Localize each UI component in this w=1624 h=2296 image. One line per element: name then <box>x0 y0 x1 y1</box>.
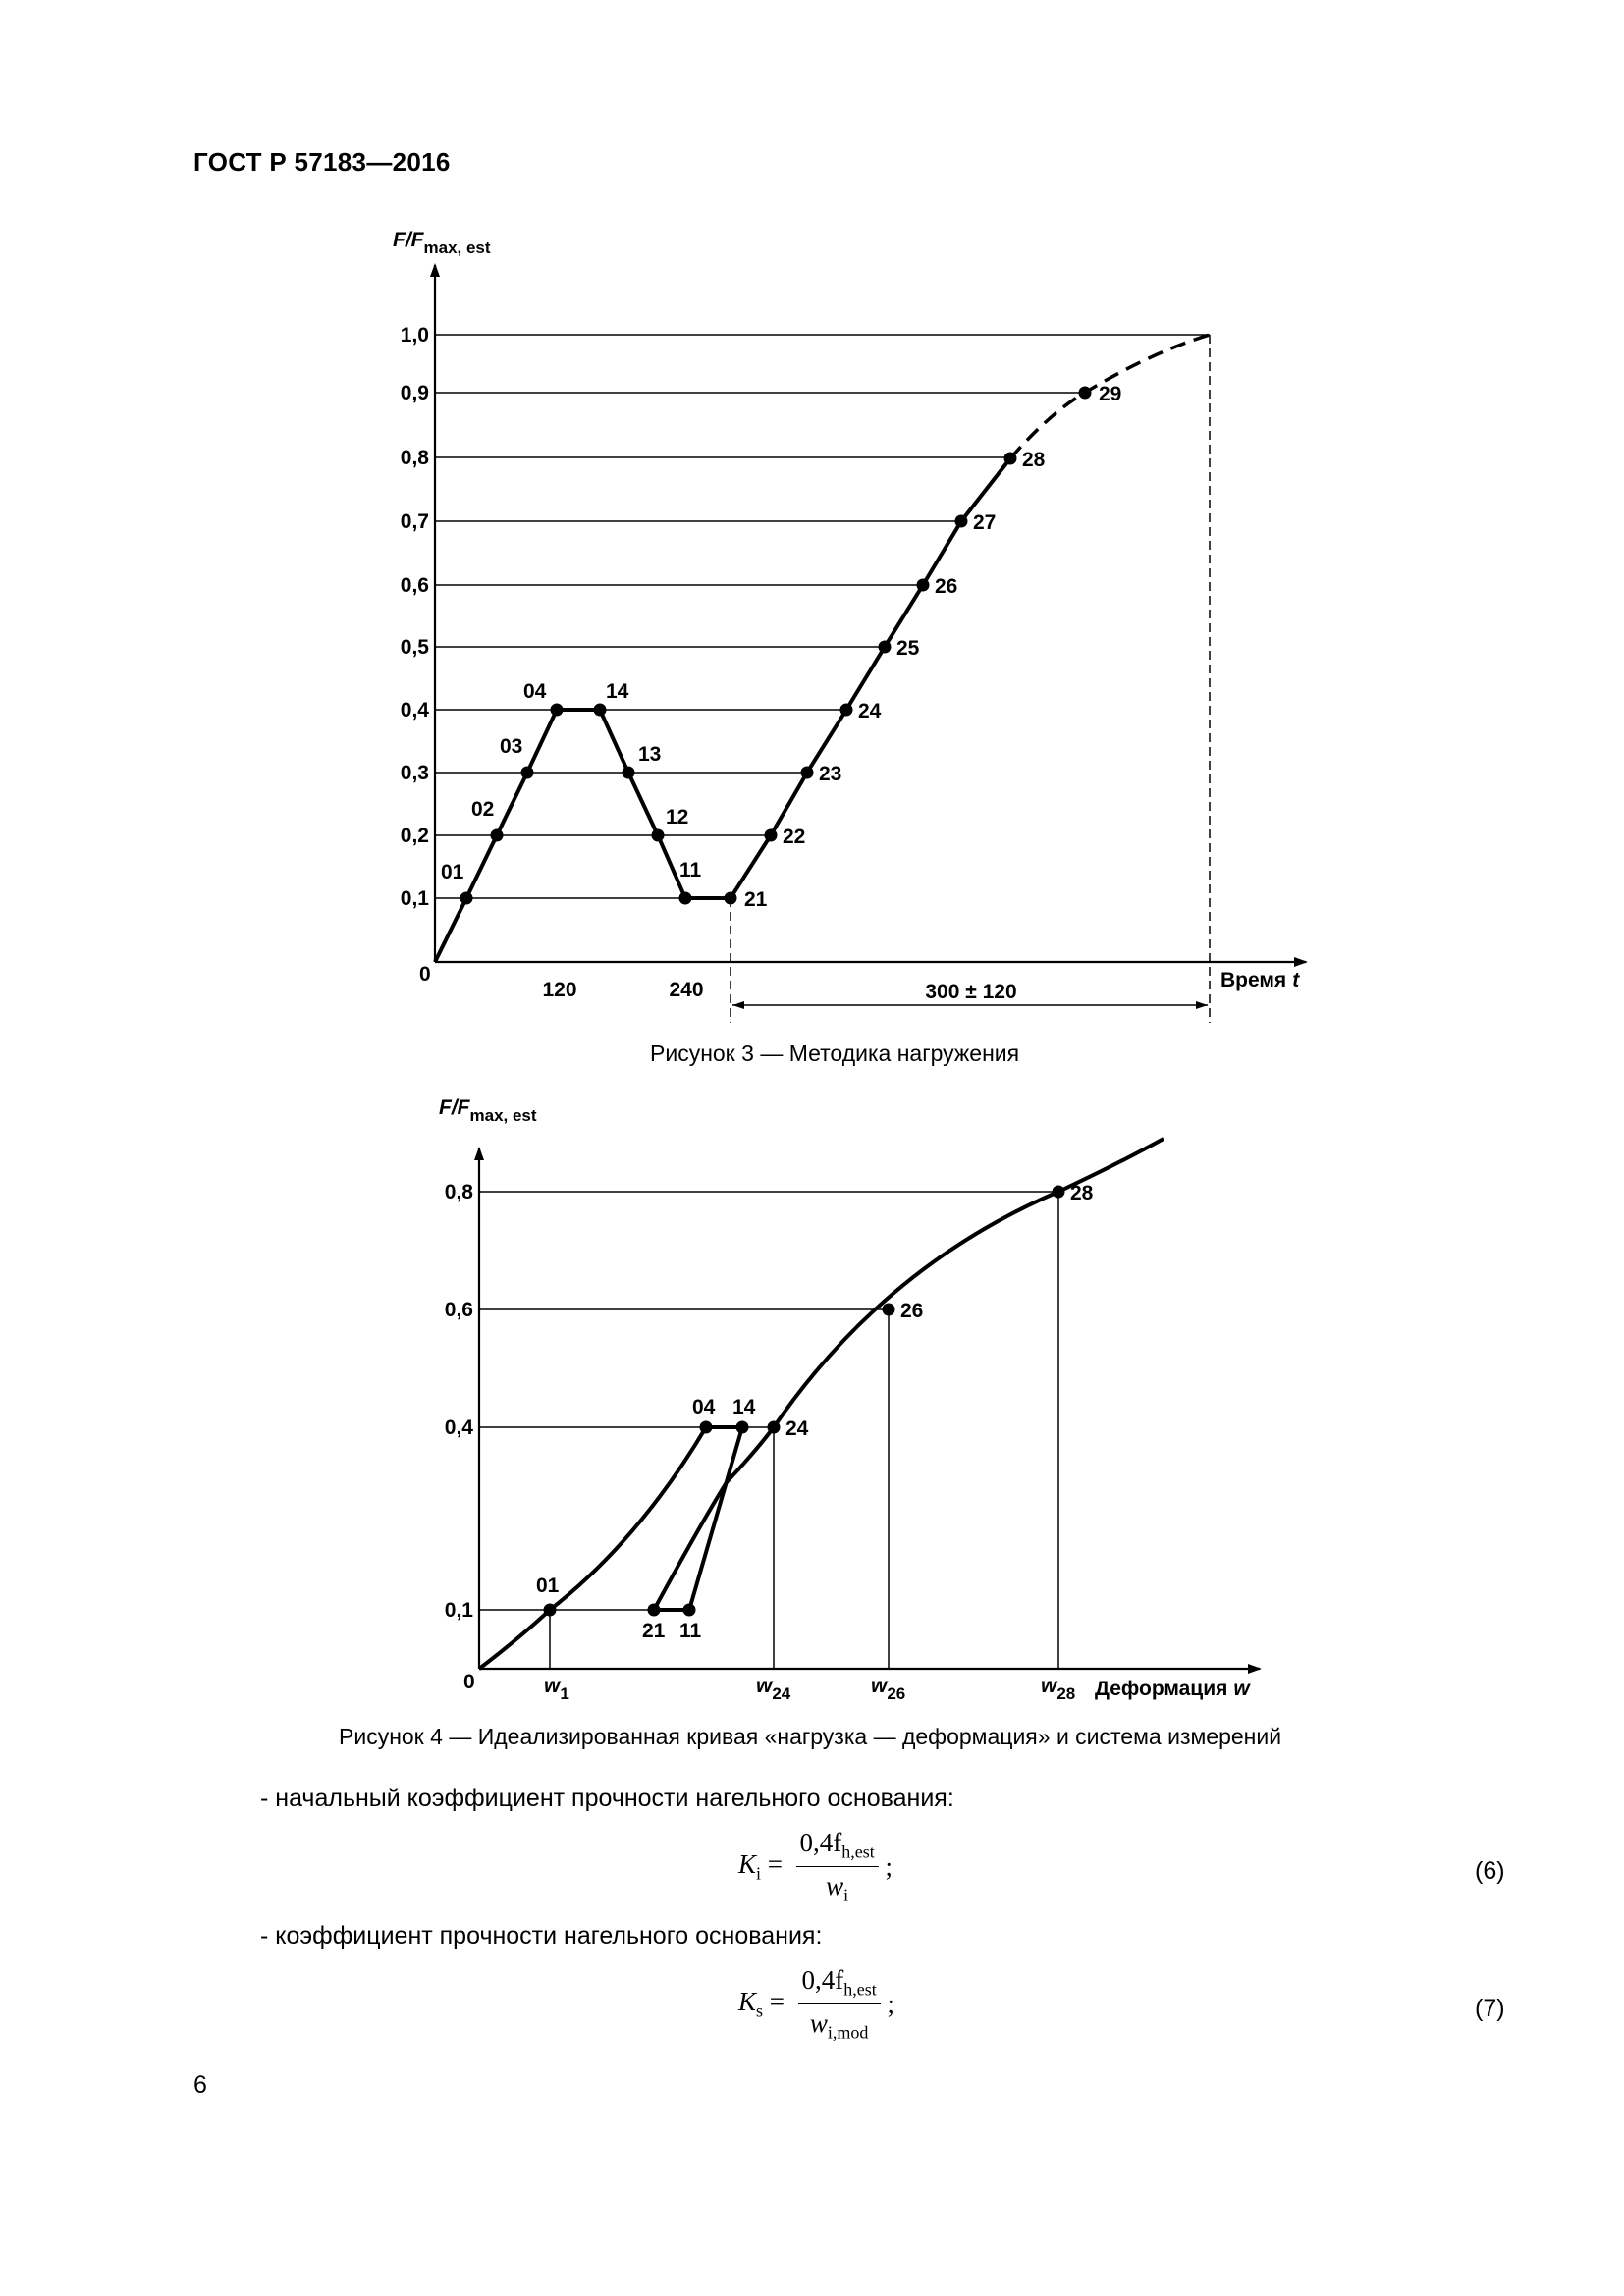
fig4-point <box>683 1604 696 1617</box>
fig4-point <box>544 1604 557 1617</box>
fig4-ytick-label: 0,1 <box>444 1599 473 1622</box>
fig4-point <box>1053 1186 1065 1199</box>
fig3-ytick-label: 0,6 <box>400 574 429 597</box>
fig4-xtick-w1: $w_1$ <box>544 1675 569 1703</box>
fig3-ytick-label: 0,1 <box>400 887 429 910</box>
fig4-point-label: 24 <box>785 1417 809 1440</box>
fig4-point <box>700 1421 713 1434</box>
fig4-point-label: 14 <box>732 1396 756 1418</box>
fig4-point <box>648 1604 661 1617</box>
page-number: 6 <box>193 2071 207 2099</box>
fig4-point <box>736 1421 749 1434</box>
fig4-ytick-label: 0,8 <box>444 1181 473 1203</box>
fig4-point-label: 04 <box>692 1396 716 1418</box>
document-header: ГОСТ Р 57183—2016 <box>193 147 451 177</box>
fig3-ytick-label: 0,8 <box>400 447 429 469</box>
fig4-xtick-w26: $w_{26}$ <box>871 1675 906 1703</box>
fig3-point-label: 13 <box>638 743 662 766</box>
fig3-point-label: 03 <box>500 735 523 758</box>
fig3-x-label: Время t <box>1220 969 1300 991</box>
fig4-y-label: $F/F_{max, est}$ <box>439 1096 537 1125</box>
fig3-xtick-120: 120 <box>542 979 577 1001</box>
fig3-point-label: 14 <box>606 680 629 703</box>
fig4-ytick-label: 0,4 <box>444 1416 473 1439</box>
fig3-point-label: 24 <box>858 700 882 722</box>
fig4-point-label: 21 <box>642 1620 666 1642</box>
fig4-point <box>883 1304 895 1316</box>
fig3-interval-label: 300 ± 120 <box>925 981 1017 1003</box>
fig3-point-label: 27 <box>973 511 997 534</box>
fig3-ytick-label: 0,2 <box>400 825 429 847</box>
fig3-point-label: 26 <box>935 575 958 598</box>
fig4-reloading-branch <box>654 1139 1164 1610</box>
equation-number-7: (7) <box>1475 1995 1505 2022</box>
fig3-point-label: 22 <box>783 826 806 848</box>
paragraph-initial-coefficient: - начальный коэффициент прочности нагельного основания: <box>260 1785 954 1812</box>
fig3-point-label: 12 <box>666 806 689 828</box>
fig4-data-points <box>536 1182 1094 1642</box>
fig4-loading-branch <box>479 1427 706 1669</box>
fig3-point-label: 25 <box>896 637 920 660</box>
fig4-point-label: 11 <box>679 1620 702 1642</box>
fig3-point-label: 28 <box>1022 449 1046 471</box>
fig3-origin: 0 <box>419 963 431 986</box>
fig3-ytick-label: 0,4 <box>400 699 429 721</box>
fig3-ytick-label: 0,7 <box>400 510 429 533</box>
fig4-point-label: 01 <box>536 1575 560 1597</box>
fig3-point-label: 21 <box>744 888 768 911</box>
fig4-xtick-w24: $w_{24}$ <box>756 1675 791 1703</box>
fig4-y-ticks <box>445 1181 474 1622</box>
equation-number-6: (6) <box>1475 1857 1505 1885</box>
formula-7: $K_s$ = $\frac{0,4f_{h,est}}{w_{i,mod}}$ ; <box>738 1965 895 2043</box>
fig3-xtick-240: 240 <box>669 979 704 1001</box>
fig3-point-label: 23 <box>819 763 842 785</box>
fig4-x-label: Деформация w <box>1095 1678 1250 1700</box>
fig4-origin: 0 <box>463 1671 475 1693</box>
fig4-point-label: 28 <box>1070 1182 1094 1204</box>
figure-3-caption: Рисунок 3 — Методика нагружения <box>650 1041 1020 1066</box>
fig3-ytick-label: 0,9 <box>400 382 429 404</box>
fig4-point-label: 26 <box>900 1300 924 1322</box>
fig3-ytick-label: 0,3 <box>400 762 429 784</box>
paragraph-coefficient: - коэффициент прочности нагельного основания: <box>260 1922 823 1949</box>
fig3-ytick-label: 0,5 <box>400 636 429 659</box>
formula-6: $K_i$ = $\frac{0,4f_{h,est}}{w_i}$ ; <box>738 1828 893 1905</box>
fig3-point-label: 01 <box>441 861 464 883</box>
fig3-ytick-label: 1,0 <box>400 324 429 347</box>
figure-4-caption: Рисунок 4 — Идеализированная кривая «нагрузка — деформация» и система измерений <box>339 1724 1282 1749</box>
fig3-point-label: 11 <box>679 859 702 881</box>
fig4-ytick-label: 0,6 <box>444 1299 473 1321</box>
fig3-point-label: 04 <box>523 680 547 703</box>
fig3-point-label: 29 <box>1099 383 1122 405</box>
fig4-xtick-w28: $w_{28}$ <box>1041 1675 1076 1703</box>
fig3-point-label: 02 <box>471 798 495 821</box>
fig3-y-label: $F/F_{max, est}$ <box>393 229 491 257</box>
fig4-point <box>768 1421 781 1434</box>
